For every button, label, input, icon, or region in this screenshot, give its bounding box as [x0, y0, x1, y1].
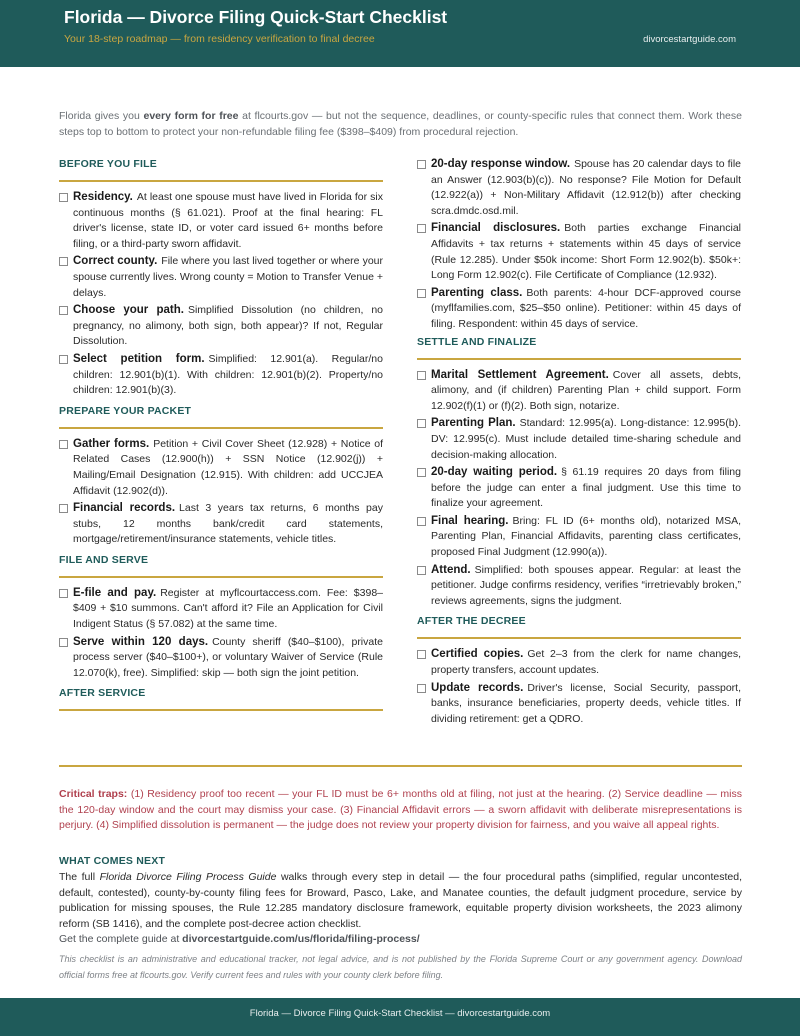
item-text: Both parties exchange Financial Affidavits + tax returns + statements within 45 days of service (Rule 12.285). Under $50k income: Short Form 12.902(b). $50k+: Long Form 12.902(c). File Certificate of Compliance (12.932).: [431, 222, 741, 282]
item-text: Cover all assets, debts, alimony, and (if children) Parenting Plan + child support. Form 12.902(f)(1) or (f)(2). Both sign, notarize.: [431, 368, 741, 412]
checkbox-icon[interactable]: [417, 419, 426, 428]
intro-bold: every form for free: [143, 110, 239, 122]
item-text: Get 2–3 from the clerk for name changes, property transfers, account updates.: [431, 648, 742, 677]
item-label: Financial disclosures.: [431, 222, 561, 235]
item-text: Simplified: 12.901(a). Regular/no children: 12.901(b)(1). With children: 12.901(b)(2). Property/no children: 12.901(b)(3).: [73, 352, 383, 397]
item-text: Register at myflcourtaccess.com. Fee: $398–$409 + $10 summons. Can't afford it? File an Application for Civil Indigent Status (§ 57.082) at the same time.: [73, 586, 384, 631]
checklist-item: [417, 514, 741, 561]
checklist-item: [59, 254, 383, 301]
what-comes-next-body: [59, 870, 742, 932]
checkbox-icon[interactable]: [417, 566, 426, 575]
left-column: [59, 157, 383, 719]
section-rule: [59, 576, 383, 578]
page-header: [0, 0, 800, 67]
checkbox-icon[interactable]: [59, 440, 68, 449]
item-text: Simplified Dissolution (no children, no pregnancy, no alimony, both sign, both appear)? If not, Regular Dissolution.: [73, 304, 383, 348]
disclaimer: This checklist is an administrative and educational tracker, not legal advice, and is not published by the Florida Supreme Court or any government agency. Download official forms free at flcourts.gov. Verify current fees and rules with your county clerk before filing.: [59, 954, 742, 980]
item-label: Financial records.: [73, 502, 176, 515]
section-rule: [417, 637, 741, 639]
right-column: [417, 157, 741, 732]
checkbox-icon[interactable]: [417, 517, 426, 526]
checklist-item: [59, 437, 383, 499]
item-text: Simplified: both spouses appear. Regular: at least the petitioner. Judge confirms residency, verifies “irretrievably broken,” reviews agreements, signs the judgment.: [431, 563, 741, 607]
item-label: Attend.: [431, 563, 471, 576]
item-text: Bring: FL ID (6+ months old), notarized MSA, Parenting Plan, Financial Affidavits, parenting class certificates, proposed Final Judgment (12.990(a)).: [431, 514, 742, 559]
checklist-item: [59, 303, 383, 350]
checkbox-icon[interactable]: [417, 160, 426, 169]
item-label: Gather forms.: [73, 437, 150, 450]
section-rule: [417, 358, 741, 360]
item-text: Driver's license, Social Security, passport, banks, insurance beneficiaries, property deeds, vehicle titles. If dividing retirement: get a QDRO.: [431, 681, 741, 725]
section-rule: [59, 427, 383, 429]
item-label: E-file and pay.: [73, 586, 157, 599]
checklist-item: [59, 586, 383, 633]
checkbox-icon[interactable]: [417, 224, 426, 233]
section-title: AFTER SERVICE: [59, 687, 146, 700]
traps-text: (1) Residency proof too recent — your FL ID must be 6+ months old at filing, not just at the hearing. (2) Service deadline — miss the 120-day window and the court may dismiss your case. (3) Financial Affidavit errors — a sworn affidavit with deliberate misrepresentations is perjury. (4) Simplified dissolution is permanent — the judge does not review your property division for fairness, and you waive all appeal rights.: [59, 788, 743, 832]
section-rule: [59, 709, 383, 711]
section-title: FILE AND SERVE: [59, 553, 149, 566]
footer-text: Florida — Divorce Filing Quick-Start Checklist — divorcestartguide.com: [249, 1008, 551, 1019]
item-text: Spouse has 20 calendar days to file an Answer (12.903(b)(c)). No response? File Motion for Default (12.922(a)) + Non-Military Affidavit (12.912(b)) after checking scra.dmdc.osd.mil.: [431, 158, 741, 217]
checklist-item: [417, 681, 741, 728]
traps-label: Critical traps:: [59, 788, 128, 800]
item-text: File where you last lived together or where your spouse currently lives. Wrong county = Motion to Transfer Venue + delays.: [73, 255, 384, 299]
section-title: SETTLE AND FINALIZE: [417, 335, 537, 348]
checklist-item: [417, 286, 741, 333]
intro-before: Florida gives you: [59, 110, 144, 122]
item-label: 20-day waiting period.: [431, 466, 558, 479]
next-before: The full: [59, 871, 100, 883]
item-label: Correct county.: [73, 255, 158, 268]
page-subtitle: Your 18-step roadmap — from residency verification to final decree: [64, 33, 375, 45]
checkbox-icon[interactable]: [417, 468, 426, 477]
item-text: County sheriff ($40–$100), private process server ($40–$100+), or voluntary Waiver of Service (Rule 12.070(k), free). Simplified: skip — both sign the joint petition.: [73, 635, 383, 679]
checklist-item: [417, 157, 741, 219]
guide-title: Florida Divorce Filing Process Guide: [99, 871, 277, 883]
section-title: BEFORE YOU FILE: [59, 158, 157, 170]
checklist-item: [417, 465, 741, 512]
checkbox-icon[interactable]: [59, 638, 68, 647]
checkbox-icon[interactable]: [417, 371, 426, 380]
checklist-item: [417, 416, 741, 463]
what-comes-next-title: WHAT COMES NEXT: [59, 855, 166, 867]
checklist-item: [417, 563, 741, 610]
page-title: Florida — Divorce Filing Quick-Start Checklist: [64, 7, 448, 27]
checkbox-icon[interactable]: [59, 193, 68, 202]
item-label: Final hearing.: [431, 514, 509, 527]
item-text: At least one spouse must have lived in Florida for six continuous months (§ 61.021). Proof at the final hearing: FL driver's license, state ID, or voter card issued 6+ months before filing, or a third-party sworn affidavit.: [73, 191, 383, 250]
checkbox-icon[interactable]: [59, 306, 68, 315]
item-label: Parenting Plan.: [431, 417, 516, 430]
checkbox-icon[interactable]: [59, 257, 68, 266]
item-label: Residency.: [73, 191, 133, 203]
section-title: PREPARE YOUR PACKET: [59, 404, 192, 417]
checkbox-icon[interactable]: [59, 504, 68, 513]
checklist-item: [59, 501, 383, 548]
checkbox-icon[interactable]: [417, 289, 426, 298]
item-text: Both parents: 4-hour DCF-approved course (myflfamilies.com, $25–$50 online). Petitioner: within 45 days of filing. Respondent: within 45 days of service.: [431, 286, 741, 330]
section-title: AFTER THE DECREE: [417, 615, 526, 628]
item-text: Last 3 years tax returns, 6 months pay stubs, 12 months bank/credit card statements, mortgage/retirement/insurance statements, vehicle titles.: [73, 502, 383, 546]
checkbox-icon[interactable]: [59, 355, 68, 364]
item-label: Update records.: [431, 681, 524, 694]
checklist-item: [59, 190, 383, 252]
cta-prefix: Get the complete guide at: [59, 933, 183, 945]
intro-after: at flcourts.gov — but not the sequence, deadlines, or county-specific rules that connect them. Work these steps top to bottom to protect your non-refundable filing fee ($398–$409) from procedural rejection.: [59, 110, 742, 138]
checklist-item: [417, 221, 741, 283]
checklist-item: [59, 635, 383, 682]
guide-link[interactable]: divorcestartguide.com/us/florida/filing-process/: [182, 933, 420, 945]
item-text: Standard: 12.995(a). Long-distance: 12.995(b). DV: 12.995(c). Must include detailed time-sharing schedule and decision-making allocation.: [431, 417, 741, 461]
item-label: Serve within 120 days.: [73, 635, 209, 648]
page-footer: [0, 998, 800, 1036]
item-text: Petition + Civil Cover Sheet (12.928) + Notice of Related Cases (12.900(h)) + SSN Notice (12.902(j)) + Mailing/Email Designation (12.915). With children: add UCCJEA Affidavit (12.902(d)).: [73, 437, 383, 497]
section-divider: [59, 765, 742, 767]
checklist-item: [59, 352, 383, 399]
item-label: Certified copies.: [431, 648, 524, 661]
critical-traps: [59, 787, 742, 834]
section-rule: [59, 180, 383, 182]
item-label: Select petition form.: [73, 352, 205, 365]
checkbox-icon[interactable]: [59, 589, 68, 598]
checkbox-icon[interactable]: [417, 650, 426, 659]
next-after: walks through every step in detail — the four procedural paths (simplified, regular uncontested, default, contested), county-by-county filing fees for Broward, Pasco, Lake, and Manatee counties, the default judgment procedure, service by publication for missing spouses, the Rule 12.285 mandatory disclosure framework, equitable property division worksheets, the 2023 alimony reform (SB 1416), and the complete post-decree action checklist.: [59, 871, 742, 930]
site-name: divorcestartguide.com: [643, 34, 736, 45]
guide-cta: [59, 933, 420, 945]
checklist-item: [417, 647, 741, 678]
item-label: Marital Settlement Agreement.: [431, 368, 609, 381]
checkbox-icon[interactable]: [417, 684, 426, 693]
intro-paragraph: [59, 109, 742, 140]
item-text: § 61.19 requires 20 days from filing before the judge can enter a final judgment. Use this time to finalize your agreement.: [431, 466, 741, 510]
item-label: Parenting class.: [431, 286, 523, 299]
item-label: 20-day response window.: [431, 158, 571, 170]
checklist-item: [417, 368, 741, 415]
item-label: Choose your path.: [73, 304, 184, 317]
